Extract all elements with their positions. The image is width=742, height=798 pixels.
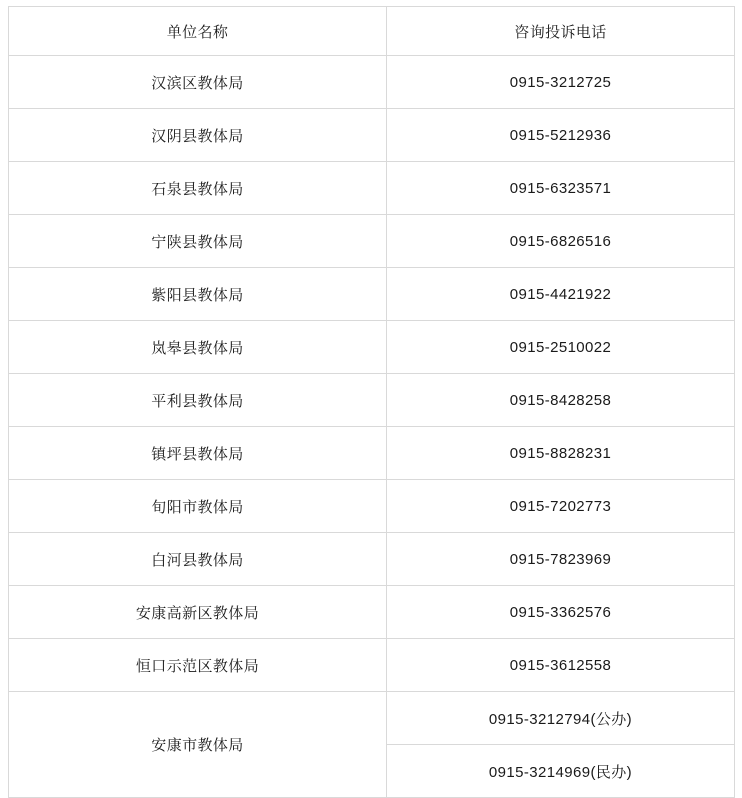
table-header — [9, 7, 735, 56]
table-row — [9, 56, 735, 109]
cell-phone-number: 0915-3212794(公办) — [387, 692, 735, 745]
cell-phone-number: 0915-3214969(民办) — [387, 745, 735, 798]
cell-phone-number: 0915-6323571 — [387, 162, 735, 215]
cell-unit-name: 平利县教体局 — [9, 374, 387, 427]
table-row — [9, 480, 735, 533]
cell-phone-number: 0915-6826516 — [387, 215, 735, 268]
cell-phone-number: 0915-7823969 — [387, 533, 735, 586]
cell-unit-name: 岚皋县教体局 — [9, 321, 387, 374]
cell-unit-name: 石泉县教体局 — [9, 162, 387, 215]
table-row — [9, 692, 735, 745]
table-row — [9, 109, 735, 162]
cell-unit-name: 紫阳县教体局 — [9, 268, 387, 321]
cell-unit-name: 恒口示范区教体局 — [9, 639, 387, 692]
cell-phone-number: 0915-5212936 — [387, 109, 735, 162]
table-row — [9, 533, 735, 586]
cell-unit-name: 安康市教体局 — [9, 692, 387, 798]
cell-unit-name: 白河县教体局 — [9, 533, 387, 586]
cell-unit-name: 汉阴县教体局 — [9, 109, 387, 162]
table-row — [9, 586, 735, 639]
column-header-unit-name: 单位名称 — [9, 7, 387, 56]
cell-phone-number: 0915-3212725 — [387, 56, 735, 109]
table-row — [9, 321, 735, 374]
cell-phone-number: 0915-2510022 — [387, 321, 735, 374]
cell-phone-number: 0915-8828231 — [387, 427, 735, 480]
cell-unit-name: 宁陕县教体局 — [9, 215, 387, 268]
table-row — [9, 268, 735, 321]
column-header-phone: 咨询投诉电话 — [387, 7, 735, 56]
cell-unit-name: 镇坪县教体局 — [9, 427, 387, 480]
cell-unit-name: 汉滨区教体局 — [9, 56, 387, 109]
table-row — [9, 639, 735, 692]
table-row — [9, 427, 735, 480]
table-row — [9, 162, 735, 215]
cell-unit-name: 旬阳市教体局 — [9, 480, 387, 533]
cell-phone-number: 0915-3612558 — [387, 639, 735, 692]
cell-phone-number: 0915-7202773 — [387, 480, 735, 533]
cell-phone-number: 0915-8428258 — [387, 374, 735, 427]
cell-phone-number: 0915-3362576 — [387, 586, 735, 639]
cell-phone-number: 0915-4421922 — [387, 268, 735, 321]
cell-unit-name: 安康高新区教体局 — [9, 586, 387, 639]
table-body — [9, 56, 735, 798]
contact-phone-table — [8, 6, 735, 798]
table-row — [9, 215, 735, 268]
table-row — [9, 374, 735, 427]
table-header-row — [9, 7, 735, 56]
